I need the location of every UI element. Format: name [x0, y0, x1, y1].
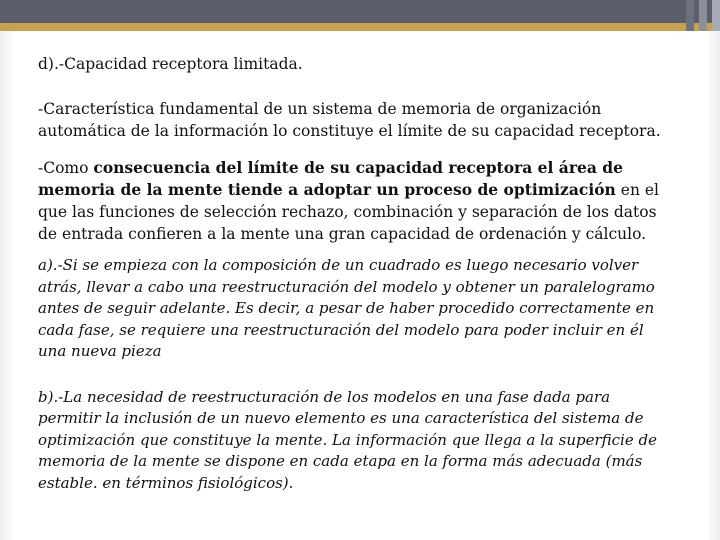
paragraph-characteristic: -Característica fundamental de un sistema de memoria de organización automática de la información lo constituye el límite de su capacidad receptora.	[38, 100, 661, 140]
slide-accent-band	[0, 23, 720, 31]
example-item-b: b).-La necesidad de reestructuración de los modelos en una fase dada para permitir la inclusión de un nuevo elemento es una característica del sistema de optimización que constituye la mente. La información que llega a la superficie de memoria de la mente se dispone en cada etapa en la forma más adecuada (más estable. en términos fisiológicos).	[38, 387, 657, 492]
slide-corner-blocks	[681, 0, 720, 31]
paragraph-consequence-suffix: en el que las funciones de selección rechazo, combinación y separación de los datos de entrada confieren a la mente una gran capacidad de ordenación y cálculo.	[38, 181, 659, 243]
slide-right-border	[706, 31, 720, 540]
slide-left-border	[0, 31, 14, 540]
paragraph-consequence-bold: consecuencia del límite de su capacidad receptora el área de memoria de la mente tiende a adoptar un proceso de optimización	[38, 158, 624, 199]
paragraph-consequence	[38, 157, 680, 245]
example-item-a: a).-Si se empieza con la composición de un cuadrado es luego necesario volver atrás, llevar a cabo una reestructuración del modelo y obtener un paralelogramo antes de seguir adelante. Es decir, a pesar de haber procedido correctamente en cada fase, se requiere una reestructuración del modelo para poder incluir en él una nueva pieza	[38, 256, 655, 360]
section-heading: d).-Capacidad receptora limitada.	[38, 55, 303, 73]
slide-body	[38, 53, 680, 494]
paragraph-consequence-prefix: -Como	[38, 159, 94, 177]
slide-top-bar	[0, 0, 720, 23]
